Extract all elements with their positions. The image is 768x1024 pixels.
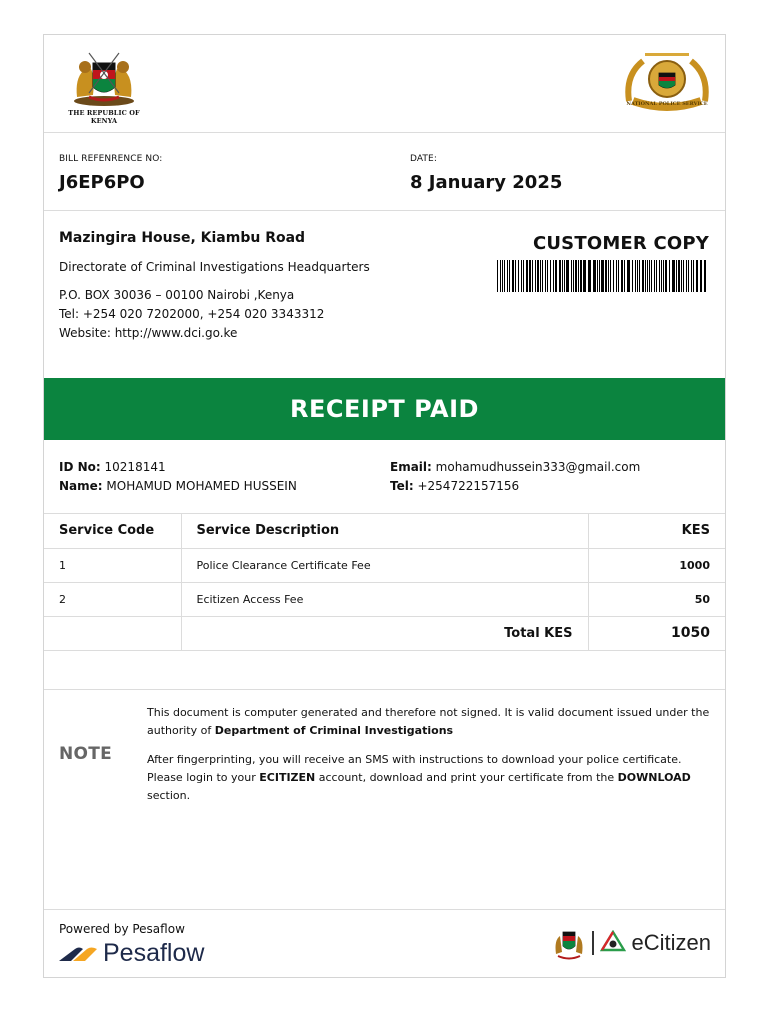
note-authority: Department of Criminal Investigations — [214, 723, 454, 737]
receipt-page — [43, 34, 726, 978]
copy-block — [489, 233, 709, 292]
kenya-coat-of-arms-small-icon — [552, 924, 586, 962]
name-label: Name: — [59, 479, 103, 493]
service-code: 1 — [44, 548, 181, 582]
tel-value: +254722157156 — [417, 479, 520, 493]
pesaflow-icon — [59, 943, 99, 963]
coat-of-arms-icon — [69, 49, 139, 107]
kenya-coat-of-arms — [58, 49, 150, 125]
pesaflow-brand: Pesaflow — [103, 938, 205, 967]
date-value: 8 January 2025 — [410, 172, 563, 193]
service-description: Police Clearance Certificate Fee — [181, 548, 588, 582]
address-line-3: Website: http://www.dci.go.ke — [59, 326, 238, 340]
tel-line — [390, 477, 640, 496]
note-text: This document is computer generated and therefore not signed. It is valid document issued under the authority of — [147, 705, 710, 737]
tel-label: Tel: — [390, 479, 414, 493]
note-download: DOWNLOAD — [617, 770, 691, 784]
name-value: MOHAMUD MOHAMED HUSSEIN — [106, 479, 297, 493]
note-text: After fingerprinting, you will receive an SMS with instructions to download your police certificate. Please login to your — [147, 752, 682, 784]
logo-header — [44, 35, 725, 133]
email-value: mohamudhussein333@gmail.com — [435, 460, 641, 474]
address-subtitle: Directorate of Criminal Investigations Headquarters — [59, 260, 370, 274]
pesaflow-logo — [59, 939, 204, 968]
logo-divider — [592, 931, 594, 955]
bill-date — [410, 154, 562, 193]
barcode-icon — [497, 260, 709, 292]
table-row — [44, 548, 725, 582]
note-text: section. — [147, 788, 191, 802]
bill-reference — [59, 154, 162, 193]
date-label: DATE: — [410, 154, 437, 164]
payer-identity — [59, 458, 297, 496]
total-row — [44, 616, 725, 650]
customer-copy-label: CUSTOMER COPY — [532, 233, 709, 254]
note-paragraph-2 — [147, 751, 713, 805]
total-empty-cell — [44, 616, 181, 650]
total-value: 1050 — [588, 616, 725, 650]
note-section — [44, 690, 725, 910]
address-line-2: Tel: +254 020 7202000, +254 020 3343312 — [59, 307, 325, 321]
service-description: Ecitizen Access Fee — [181, 582, 588, 616]
ecitizen-brand: eCitizen — [631, 929, 711, 955]
powered-by-text: Powered by Pesaflow — [59, 921, 185, 936]
service-code: 2 — [44, 582, 181, 616]
bill-ref-value: J6EP6PO — [59, 172, 145, 193]
footer — [44, 910, 725, 979]
note-title: NOTE — [59, 743, 113, 764]
bill-info-row — [44, 133, 725, 211]
address-lines — [59, 286, 419, 343]
coa-caption: THE REPUBLIC OF KENYA — [68, 109, 140, 125]
id-value: 10218141 — [104, 460, 166, 474]
service-amount: 50 — [588, 582, 725, 616]
payer-contact — [390, 458, 640, 496]
email-line — [390, 458, 640, 477]
national-police-logo — [623, 51, 711, 113]
total-label: Total KES — [181, 616, 588, 650]
ecitizen-icon — [600, 930, 626, 956]
services-table — [44, 514, 725, 651]
note-text: account, download and print your certificate from the — [315, 770, 618, 784]
table-row — [44, 582, 725, 616]
payer-details — [44, 440, 725, 514]
receipt-paid-text: RECEIPT PAID — [290, 395, 479, 423]
police-caption: NATIONAL POLICE SERVICE — [626, 101, 708, 107]
name-line — [59, 477, 297, 496]
ecitizen-logo — [552, 924, 711, 962]
note-ecitizen: ECITIZEN — [259, 770, 316, 784]
col-header-code: Service Code — [44, 514, 181, 548]
service-amount: 1000 — [588, 548, 725, 582]
note-body — [147, 704, 713, 805]
email-label: Email: — [390, 460, 432, 474]
col-header-kes: KES — [588, 514, 725, 548]
id-label: ID No: — [59, 460, 101, 474]
office-address — [59, 230, 419, 343]
table-spacer — [44, 651, 725, 690]
col-header-description: Service Description — [181, 514, 588, 548]
receipt-paid-banner — [44, 378, 725, 440]
note-paragraph-1 — [147, 704, 713, 740]
id-line — [59, 458, 297, 477]
address-section — [44, 211, 725, 378]
bill-ref-label: BILL REFENRENCE NO: — [59, 154, 163, 164]
address-title: Mazingira House, Kiambu Road — [59, 230, 306, 246]
address-line-1: P.O. BOX 30036 – 00100 Nairobi ,Kenya — [59, 288, 295, 302]
table-header-row — [44, 514, 725, 548]
